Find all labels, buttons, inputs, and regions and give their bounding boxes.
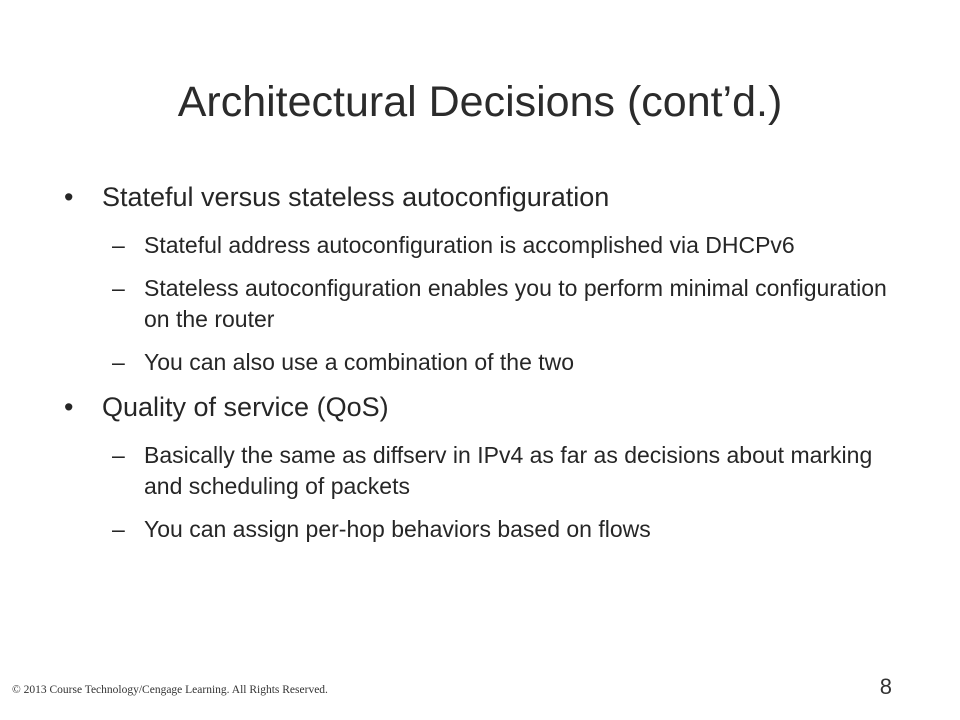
dash-marker: – [112, 516, 125, 542]
bullet-text: Quality of service (QoS) [102, 392, 389, 422]
sub-bullet-item [64, 440, 904, 502]
bullet-item [64, 180, 904, 214]
dash-marker: – [112, 232, 125, 258]
dash-marker: – [112, 442, 125, 468]
sub-bullet-text: You can assign per-hop behaviors based on flows [144, 516, 651, 542]
sub-bullet-item [64, 514, 904, 545]
bullet-text: Stateful versus stateless autoconfiguration [102, 182, 610, 212]
bullet-section-qos [64, 390, 904, 545]
sub-bullet-item [64, 347, 904, 378]
sub-bullet-item [64, 230, 904, 261]
bullet-section-autoconfiguration [64, 180, 904, 378]
sub-bullet-text: Stateful address autoconfiguration is accomplished via DHCPv6 [144, 232, 795, 258]
dash-marker: – [112, 349, 125, 375]
copyright-footer: © 2013 Course Technology/Cengage Learning. All Rights Reserved. [12, 684, 328, 696]
dash-marker: – [112, 275, 125, 301]
sub-bullet-text: Stateless autoconfiguration enables you to perform minimal configuration on the router [144, 275, 887, 332]
slide-body [64, 180, 904, 557]
sub-bullet-item [64, 273, 904, 335]
sub-bullet-text: You can also use a combination of the two [144, 349, 575, 375]
bullet-item [64, 390, 904, 424]
sub-bullet-text: Basically the same as diffserv in IPv4 as far as decisions about marking and scheduling of packets [144, 442, 873, 499]
bullet-marker: • [64, 182, 74, 212]
slide-title: Architectural Decisions (cont’d.) [177, 78, 783, 126]
bullet-marker: • [64, 392, 74, 422]
page-number: 8 [879, 674, 892, 699]
